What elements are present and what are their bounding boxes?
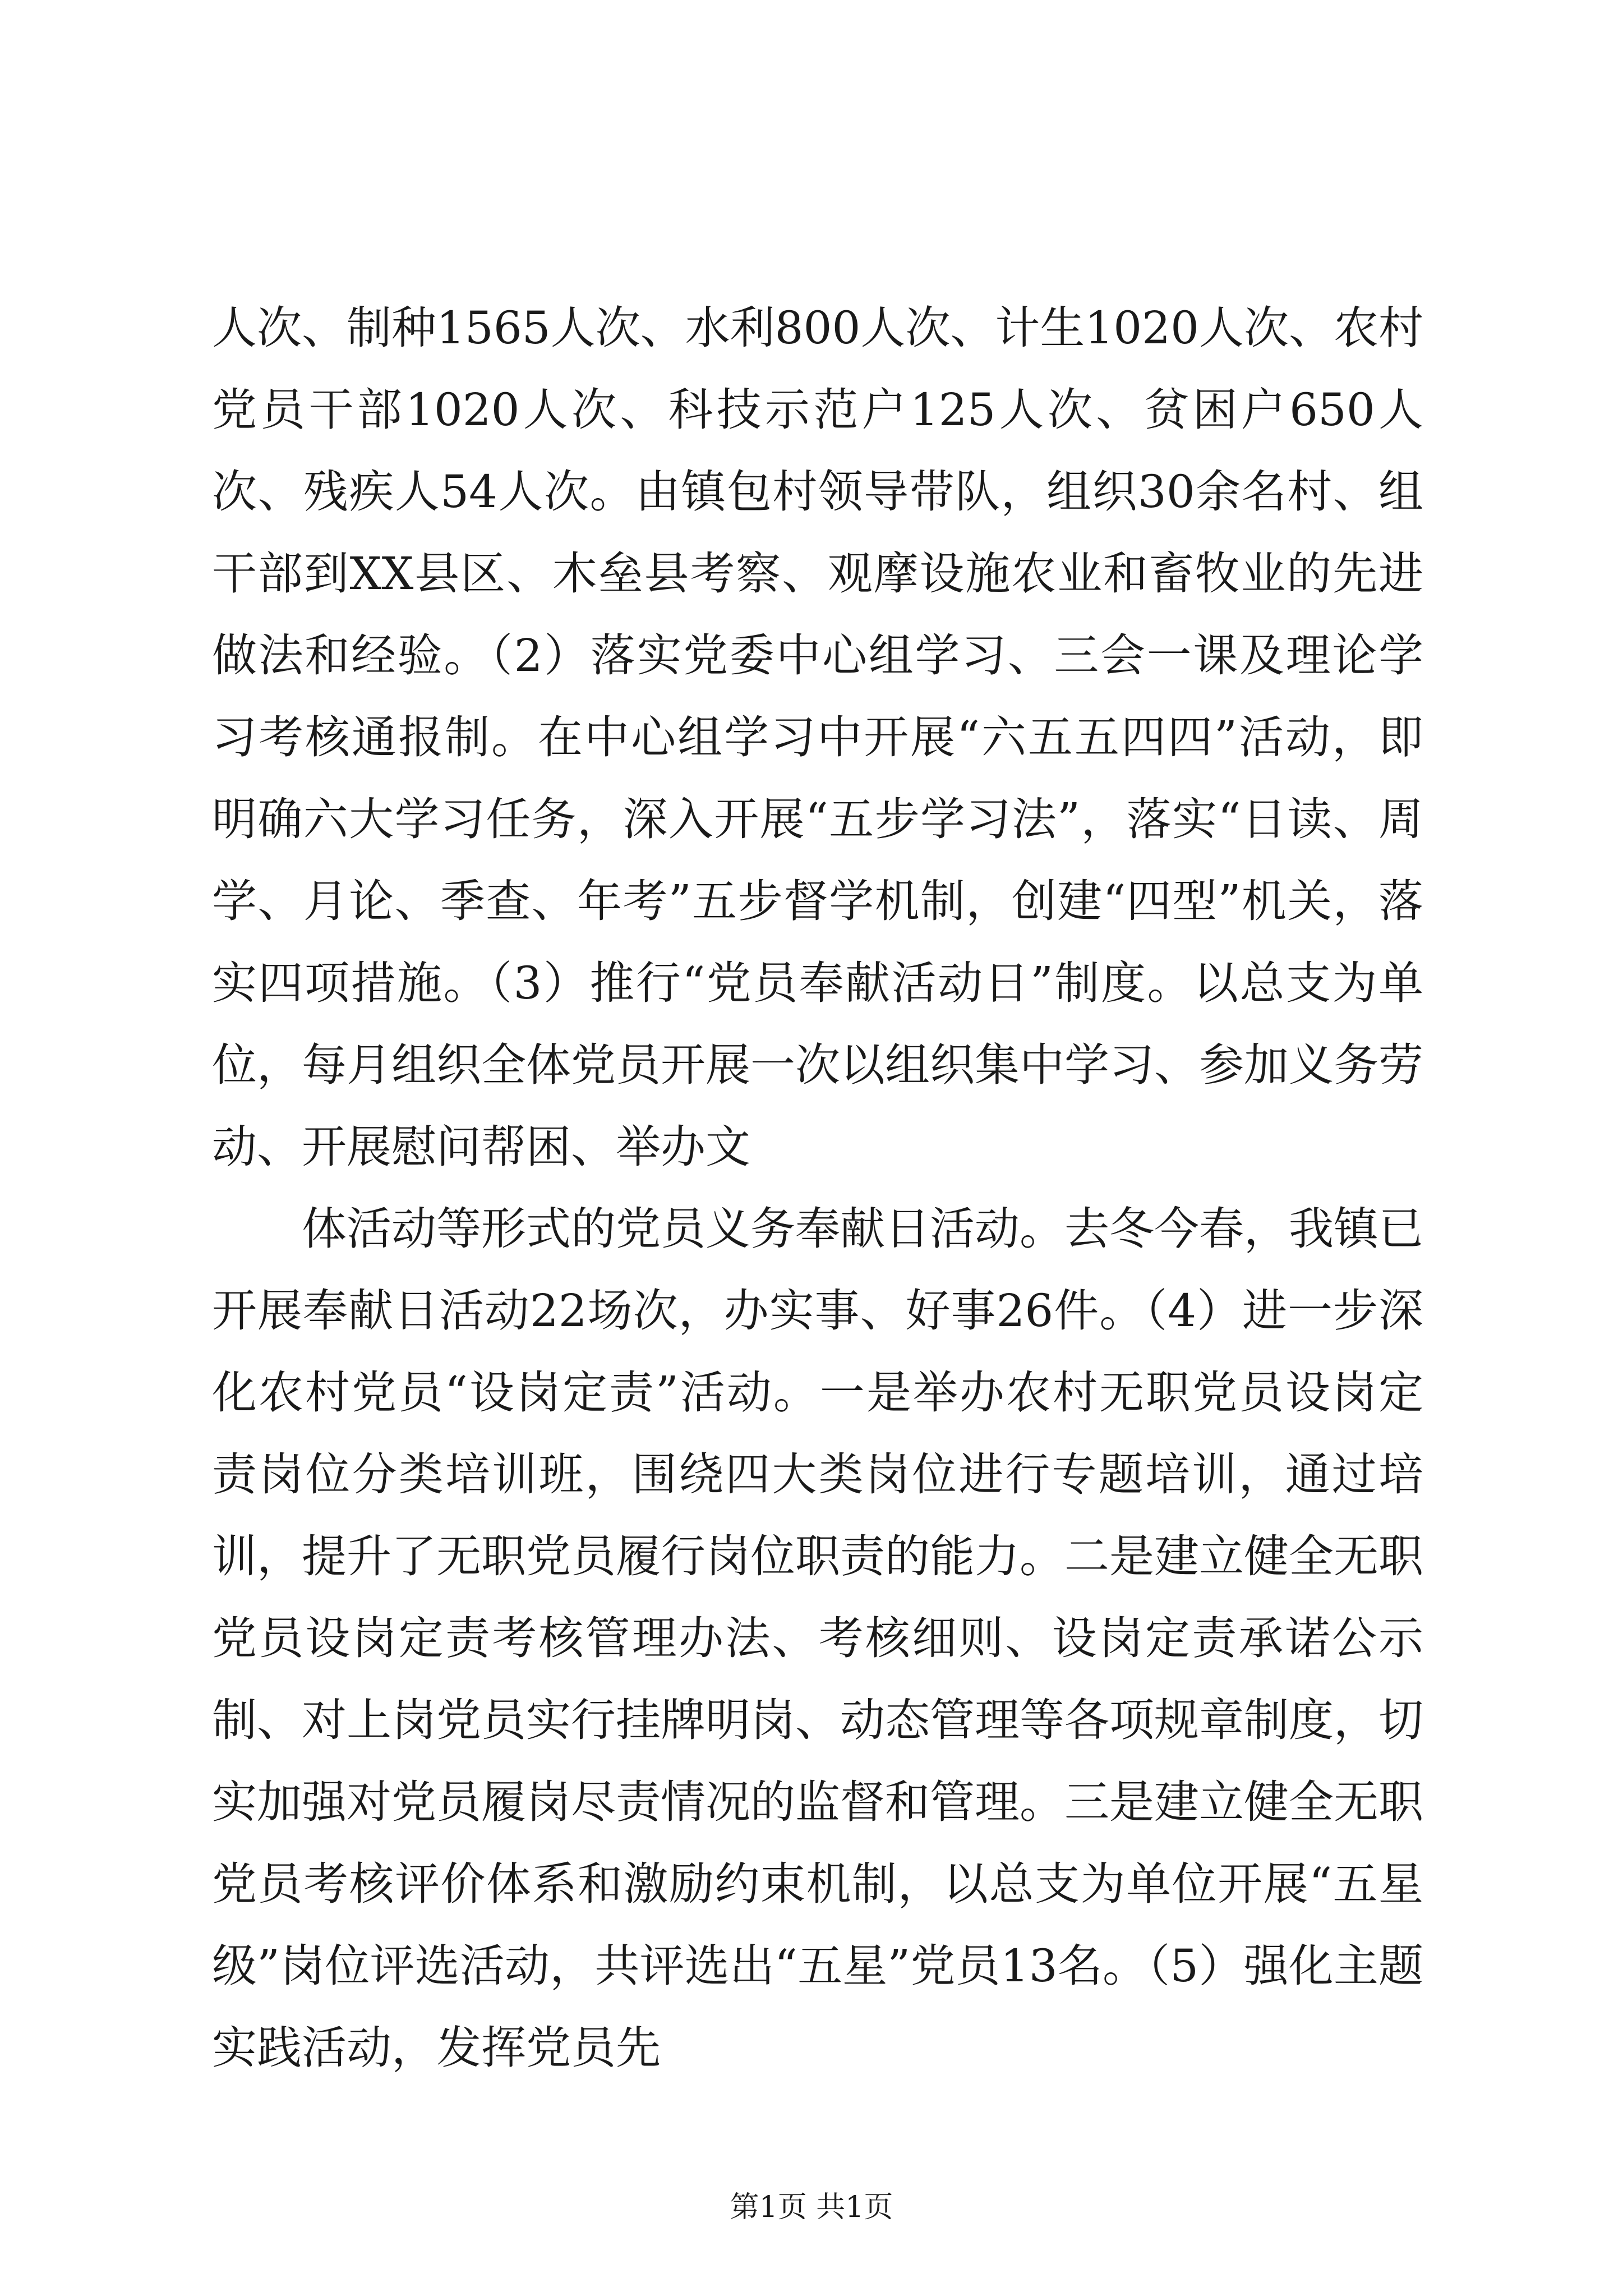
paragraph-1: 人次、制种1565人次、水利800人次、计生1020人次、农村党员干部1020人次、科技示范户125人次、贫困户650人次、残疾人54人次。由镇包村领导带队，组织30余名村、组干部到XX县区、木垒县考察、观摩设施农业和畜牧业的先进做法和经验。（2）落实党委中心组学习、三会一课及理论学习考核通报制。在中心组学习中开展“六五五四四”活动，即明确六大学习任务，深入开展“五步学习法”，落实“日读、周学、月论、季查、年考”五步督学机制，创建“四型”机关，落实四项措施。（3）推行“党员奉献活动日”制度。以总支为单位，每月组织全体党员开展一次以组织集中学习、参加义务劳动、开展慰问帮困、举办文 xyxy=(212,302,1423,1173)
document-body xyxy=(212,287,1423,2089)
page-footer: 第1页 共1页 xyxy=(730,2191,893,2224)
paragraph-2: 体活动等形式的党员义务奉献日活动。去冬今春，我镇已开展奉献日活动22场次，办实事、好事26件。（4）进一步深化农村党员“设岗定责”活动。一是举办农村无职党员设岗定责岗位分类培训班，围绕四大类岗位进行专题培训，通过培训，提升了无职党员履行岗位职责的能力。二是建立健全无职党员设岗定责考核管理办法、考核细则、设岗定责承诺公示制、对上岗党员实行挂牌明岗、动态管理等各项规章制度，切实加强对党员履岗尽责情况的监督和管理。三是建立健全无职党员考核评价体系和激励约束机制，以总支为单位开展“五星级”岗位评选活动，共评选出“五星”党员13名。（5）强化主题实践活动，发挥党员先 xyxy=(212,1203,1423,2074)
